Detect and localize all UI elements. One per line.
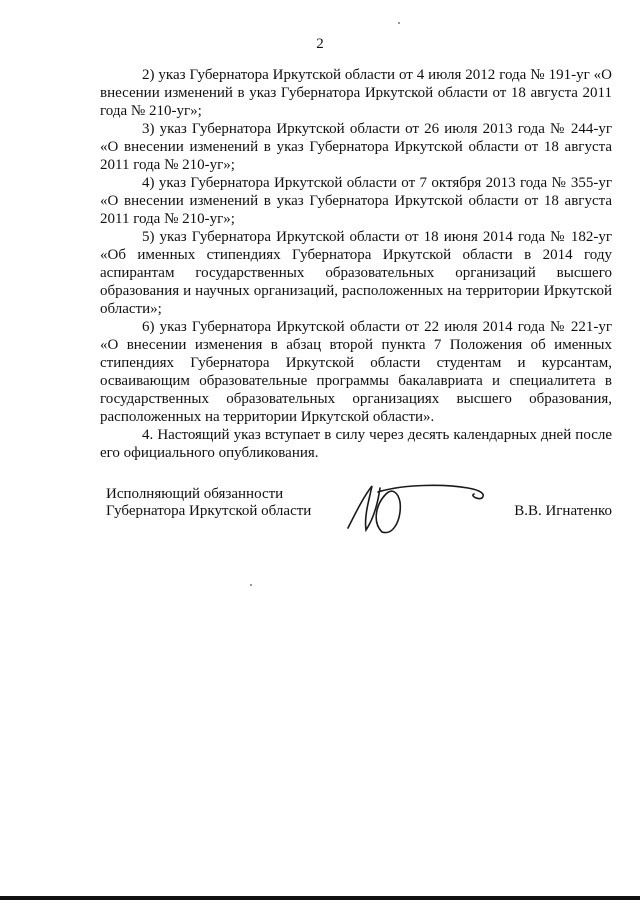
list-item-3: 3) указ Губернатора Иркутской области от 26 июля 2013 года № 244-уг «О внесении изменений в указ Губернатора Иркутской области от 18 августа 2011 года № 210-уг»; <box>100 121 612 173</box>
scan-edge-rule <box>0 896 640 900</box>
clause-4: 4. Настоящий указ вступает в силу через десять календарных дней после его официального опубликования. <box>100 427 612 461</box>
scan-speck <box>250 584 252 586</box>
page-number: 2 <box>316 36 324 52</box>
list-item-4: 4) указ Губернатора Иркутской области от 7 октября 2013 года № 355-уг «О внесении изменений в указ Губернатора Иркутской области от 18 августа 2011 года № 210-уг»; <box>100 175 612 227</box>
signer-title-line-1: Исполняющий обязанности <box>106 486 284 502</box>
handwritten-signature <box>342 478 492 538</box>
signature-block <box>106 486 612 546</box>
signer-title <box>106 486 311 520</box>
list-item-2: 2) указ Губернатора Иркутской области от 4 июля 2012 года № 191-уг «О внесении изменений в указ Губернатора Иркутской области от 18 августа 2011 года № 210-уг»; <box>100 67 612 119</box>
scan-speck <box>398 22 400 24</box>
list-item-6: 6) указ Губернатора Иркутской области от 22 июля 2014 года № 221-уг «О внесении изменения в абзац второй пункта 7 Положения об именных стипендиях Губернатора Иркутской области студентам и курсантам, осваивающим образовательные программы бакалавриата и специалитета в государственных образовательных организациях высшего образования, расположенных на территории Иркутской области». <box>100 319 612 425</box>
signer-title-line-2: Губернатора Иркутской области <box>106 503 312 519</box>
signer-name: В.В. Игнатенко <box>514 503 612 519</box>
document-body <box>100 66 612 462</box>
list-item-5: 5) указ Губернатора Иркутской области от 18 июня 2014 года № 182-уг «Об именных стипендиях Губернатора Иркутской области в 2014 году аспирантам государственных образовательных организаций высшего образования и научных организаций, расположенных на территории Иркутской области»; <box>100 229 612 317</box>
